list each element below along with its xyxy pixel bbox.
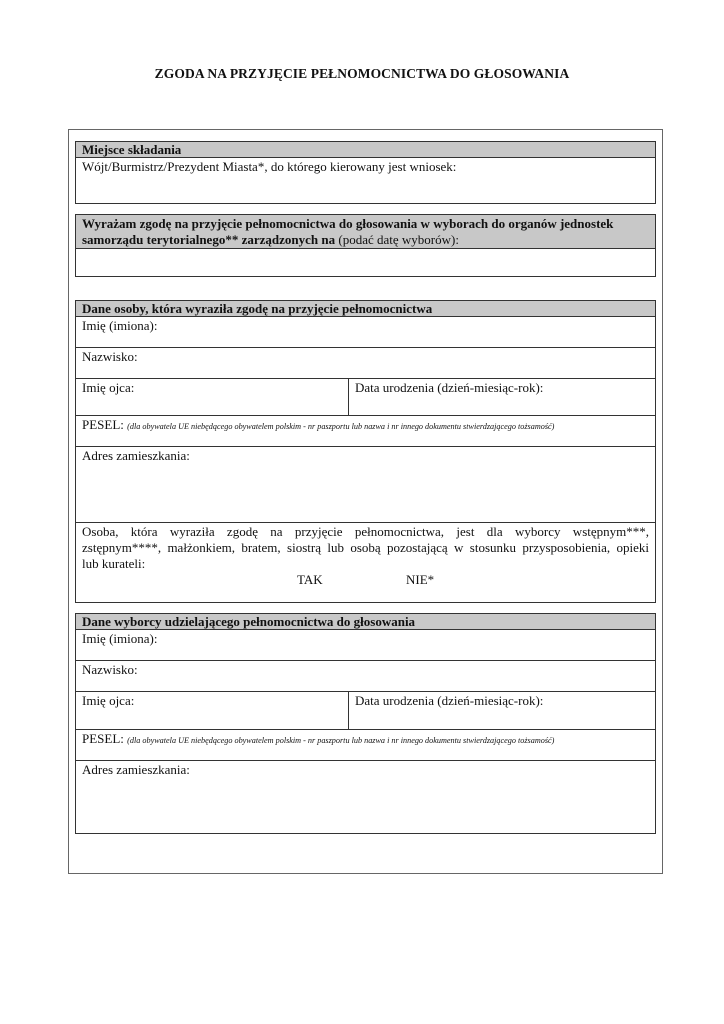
address-field[interactable] <box>76 761 655 835</box>
pesel-note: (dla obywatela UE niebędącego obywatelem polskim - nr paszportu lub nazwa i nr innego dokumentu stwierdzającego tożsamość) <box>127 422 555 431</box>
address-label: Adres zamieszkania: <box>82 448 190 463</box>
section-header: Miejsce składania <box>76 142 655 158</box>
birth-date-label: Data urodzenia (dzień-miesiąc-rok): <box>355 380 544 395</box>
pesel-label: PESEL: <box>82 731 124 746</box>
relation-block <box>76 523 655 603</box>
father-name-label: Imię ojca: <box>82 693 135 708</box>
relation-line: lub kurateli: <box>82 556 146 571</box>
consent-text: Wyrażam zgodę na przyjęcie pełnomocnictwa do głosowania w wyborach do organów jednostek samorządu terytorialnego** zarządzonych na <box>82 216 614 247</box>
relation-line: Osoba, która wyraziła zgodę na przyjęcie pełnomocnictwa, jest dla wyborcy wstępnym***, <box>82 524 649 539</box>
section-submission-place <box>75 141 656 204</box>
relation-line: zstępnym****, małżonkiem, bratem, siostrą lub osobą pozostającą w stosunku przysposobienia, opieki <box>82 540 649 555</box>
first-name-label: Imię (imiona): <box>82 631 158 646</box>
section-proxy-data <box>75 300 656 603</box>
office-label: Wójt/Burmistrz/Prezydent Miasta*, do którego kierowany jest wniosek: <box>82 159 457 174</box>
address-label: Adres zamieszkania: <box>82 762 190 777</box>
father-name-field[interactable] <box>76 379 349 415</box>
election-date-field[interactable] <box>76 249 655 279</box>
father-birth-row <box>76 379 655 416</box>
section-voter-data <box>75 613 656 834</box>
pesel-field[interactable] <box>76 416 655 447</box>
father-birth-row <box>76 692 655 730</box>
office-field[interactable] <box>76 158 655 176</box>
first-name-field[interactable] <box>76 630 655 661</box>
section-consent <box>75 214 656 277</box>
yes-no-choices <box>82 572 649 588</box>
birth-date-field[interactable] <box>349 379 655 415</box>
last-name-label: Nazwisko: <box>82 662 138 677</box>
birth-date-field[interactable] <box>349 692 655 729</box>
election-date-hint: (podać datę wyborów): <box>338 231 459 247</box>
pesel-field[interactable] <box>76 730 655 761</box>
section-header <box>76 215 655 249</box>
yes-option[interactable]: TAK <box>297 572 323 587</box>
father-name-field[interactable] <box>76 692 349 729</box>
birth-date-label: Data urodzenia (dzień-miesiąc-rok): <box>355 693 544 708</box>
last-name-label: Nazwisko: <box>82 349 138 364</box>
pesel-note: (dla obywatela UE niebędącego obywatelem polskim - nr paszportu lub nazwa i nr innego dokumentu stwierdzającego tożsamość) <box>127 736 555 745</box>
section-header: Dane wyborcy udzielającego pełnomocnictwa do głosowania <box>76 614 655 630</box>
first-name-label: Imię (imiona): <box>82 318 158 333</box>
last-name-field[interactable] <box>76 661 655 692</box>
document-title: ZGODA NA PRZYJĘCIE PEŁNOMOCNICTWA DO GŁOSOWANIA <box>154 66 570 81</box>
no-option[interactable]: NIE* <box>406 572 435 587</box>
address-field[interactable] <box>76 447 655 523</box>
section-header: Dane osoby, która wyraziła zgodę na przyjęcie pełnomocnictwa <box>76 301 655 317</box>
first-name-field[interactable] <box>76 317 655 348</box>
pesel-label: PESEL: <box>82 417 124 432</box>
father-name-label: Imię ojca: <box>82 380 135 395</box>
last-name-field[interactable] <box>76 348 655 379</box>
